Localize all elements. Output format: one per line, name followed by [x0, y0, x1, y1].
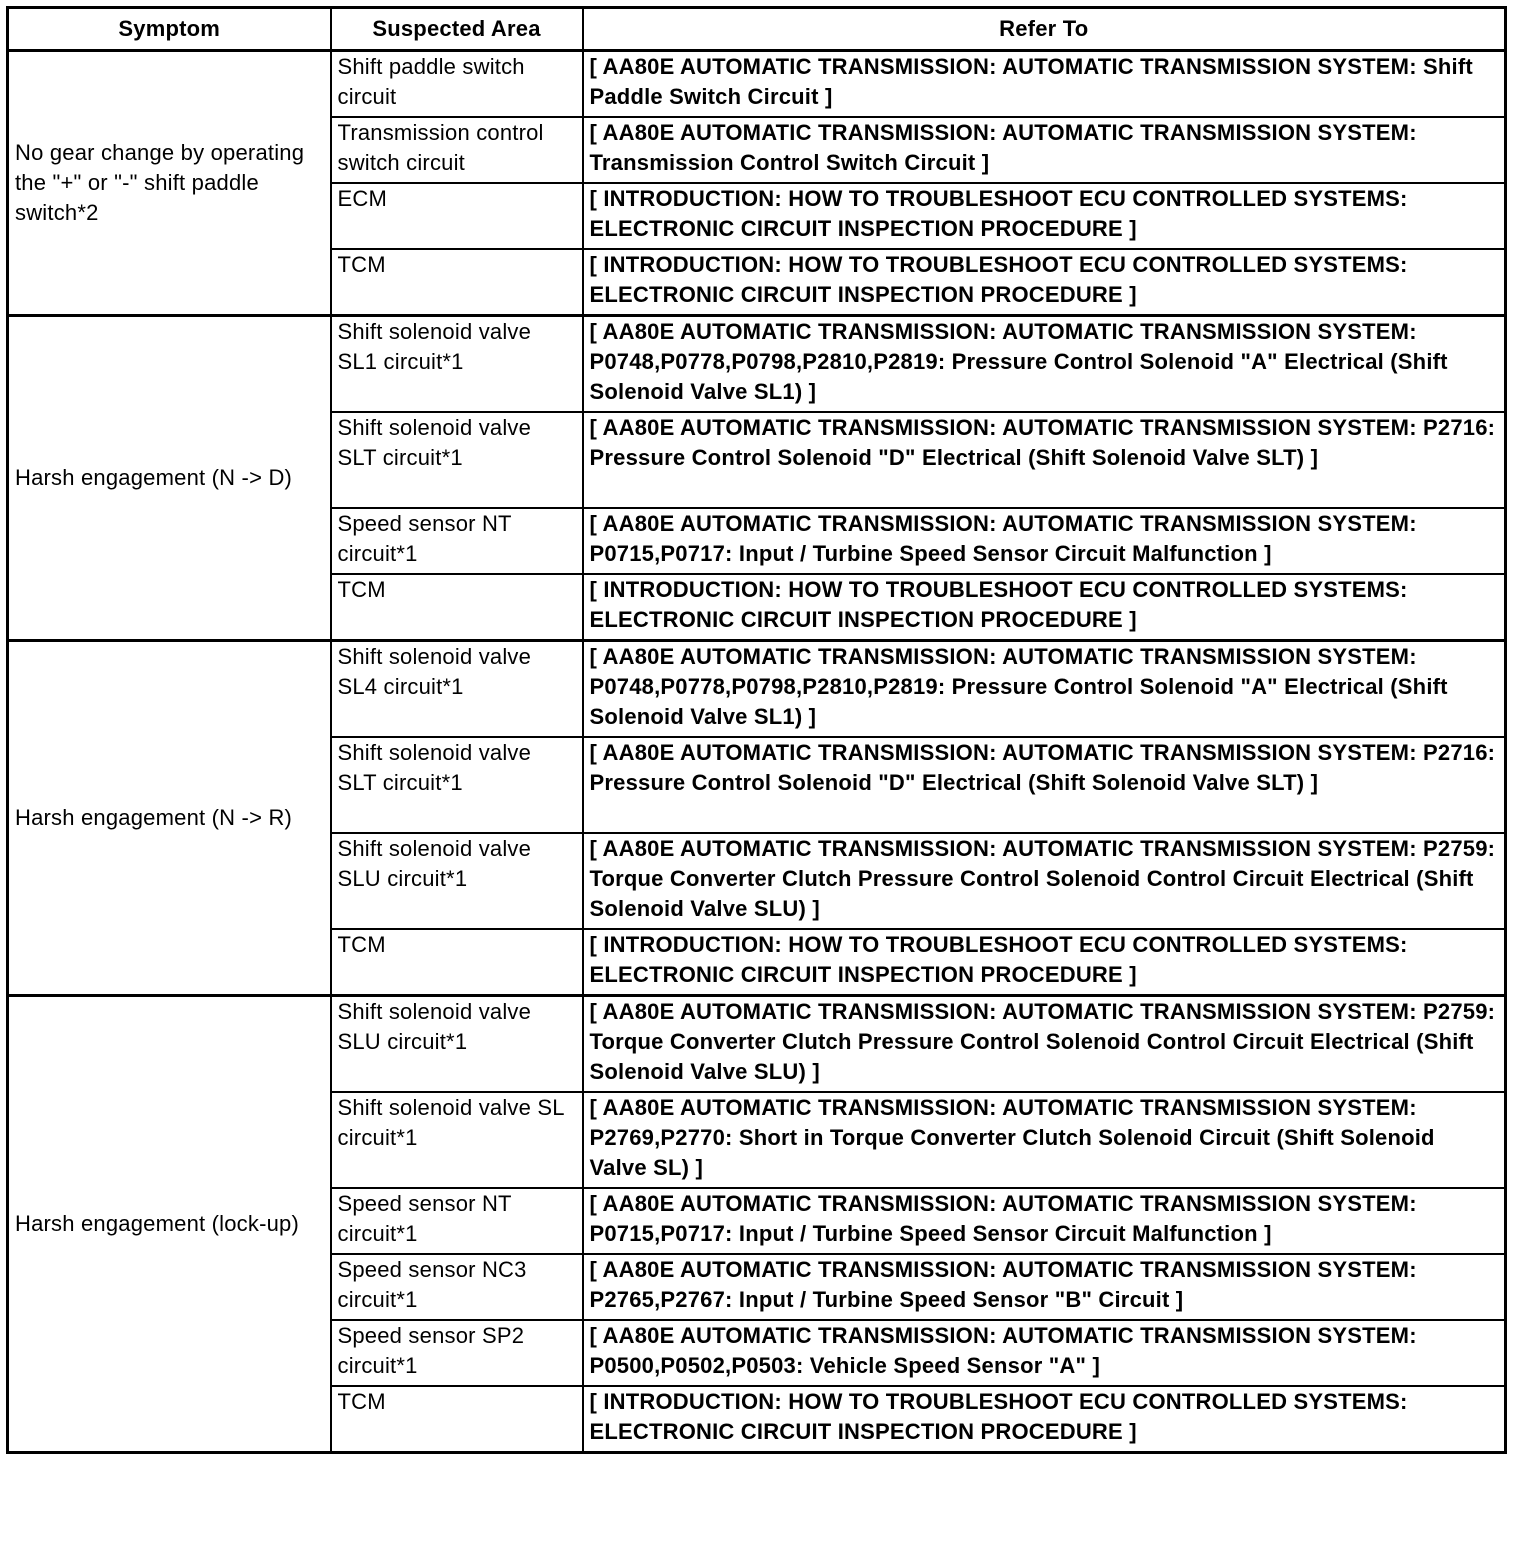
symptom-cell: Harsh engagement (N -> D) — [8, 316, 331, 641]
refer-to-link[interactable]: [ AA80E AUTOMATIC TRANSMISSION: AUTOMATIC TRANSMISSION SYSTEM: P0715,P0717: Input / Turbine Speed Sensor Circuit Malfunction ] — [583, 1188, 1506, 1254]
symptom-cell: Harsh engagement (N -> R) — [8, 641, 331, 996]
symptom-cell: Harsh engagement (lock-up) — [8, 996, 331, 1453]
suspected-area-cell: TCM — [331, 1386, 583, 1453]
refer-to-link[interactable]: [ INTRODUCTION: HOW TO TROUBLESHOOT ECU CONTROLLED SYSTEMS: ELECTRONIC CIRCUIT INSPECTION PROCEDURE ] — [583, 249, 1506, 316]
table-row — [8, 316, 1506, 413]
suspected-area-cell: Shift solenoid valve SL4 circuit*1 — [331, 641, 583, 738]
header-symptom: Symptom — [8, 8, 331, 51]
refer-to-link[interactable]: [ AA80E AUTOMATIC TRANSMISSION: AUTOMATIC TRANSMISSION SYSTEM: Transmission Control Switch Circuit ] — [583, 117, 1506, 183]
table-row — [8, 996, 1506, 1093]
refer-to-link[interactable]: [ INTRODUCTION: HOW TO TROUBLESHOOT ECU CONTROLLED SYSTEMS: ELECTRONIC CIRCUIT INSPECTION PROCEDURE ] — [583, 183, 1506, 249]
suspected-area-cell: TCM — [331, 929, 583, 996]
refer-to-link[interactable]: [ INTRODUCTION: HOW TO TROUBLESHOOT ECU CONTROLLED SYSTEMS: ELECTRONIC CIRCUIT INSPECTION PROCEDURE ] — [583, 1386, 1506, 1453]
table-row — [8, 641, 1506, 738]
suspected-area-cell: TCM — [331, 574, 583, 641]
suspected-area-cell: Speed sensor NT circuit*1 — [331, 1188, 583, 1254]
suspected-area-cell: Speed sensor NT circuit*1 — [331, 508, 583, 574]
header-refer-to: Refer To — [583, 8, 1506, 51]
suspected-area-cell: Speed sensor NC3 circuit*1 — [331, 1254, 583, 1320]
suspected-area-cell: ECM — [331, 183, 583, 249]
suspected-area-cell: Shift solenoid valve SLT circuit*1 — [331, 412, 583, 508]
refer-to-link[interactable]: [ AA80E AUTOMATIC TRANSMISSION: AUTOMATIC TRANSMISSION SYSTEM: P0500,P0502,P0503: Vehicle Speed Sensor "A" ] — [583, 1320, 1506, 1386]
suspected-area-cell: Shift solenoid valve SLT circuit*1 — [331, 737, 583, 833]
suspected-area-cell: TCM — [331, 249, 583, 316]
refer-to-link[interactable]: [ AA80E AUTOMATIC TRANSMISSION: AUTOMATIC TRANSMISSION SYSTEM: P2759: Torque Converter Clutch Pressure Control Solenoid Control Circuit Electrical (Shift Solenoid Valve SLU) ] — [583, 996, 1506, 1093]
suspected-area-cell: Shift solenoid valve SLU circuit*1 — [331, 833, 583, 929]
header-suspected-area: Suspected Area — [331, 8, 583, 51]
table-header-row — [8, 8, 1506, 51]
suspected-area-cell: Shift solenoid valve SL circuit*1 — [331, 1092, 583, 1188]
refer-to-link[interactable]: [ AA80E AUTOMATIC TRANSMISSION: AUTOMATIC TRANSMISSION SYSTEM: Shift Paddle Switch Circuit ] — [583, 51, 1506, 118]
suspected-area-cell: Shift solenoid valve SL1 circuit*1 — [331, 316, 583, 413]
refer-to-link[interactable]: [ AA80E AUTOMATIC TRANSMISSION: AUTOMATIC TRANSMISSION SYSTEM: P2716: Pressure Control Solenoid "D" Electrical (Shift Solenoid Valve SLT) ] — [583, 737, 1506, 833]
refer-to-link[interactable]: [ AA80E AUTOMATIC TRANSMISSION: AUTOMATIC TRANSMISSION SYSTEM: P2716: Pressure Control Solenoid "D" Electrical (Shift Solenoid Valve SLT) ] — [583, 412, 1506, 508]
refer-to-link[interactable]: [ AA80E AUTOMATIC TRANSMISSION: AUTOMATIC TRANSMISSION SYSTEM: P0715,P0717: Input / Turbine Speed Sensor Circuit Malfunction ] — [583, 508, 1506, 574]
symptom-table — [6, 6, 1507, 1454]
suspected-area-cell: Transmission control switch circuit — [331, 117, 583, 183]
refer-to-link[interactable]: [ AA80E AUTOMATIC TRANSMISSION: AUTOMATIC TRANSMISSION SYSTEM: P2769,P2770: Short in Torque Converter Clutch Solenoid Circuit (Shift Solenoid Valve SL) ] — [583, 1092, 1506, 1188]
refer-to-link[interactable]: [ INTRODUCTION: HOW TO TROUBLESHOOT ECU CONTROLLED SYSTEMS: ELECTRONIC CIRCUIT INSPECTION PROCEDURE ] — [583, 574, 1506, 641]
refer-to-link[interactable]: [ INTRODUCTION: HOW TO TROUBLESHOOT ECU CONTROLLED SYSTEMS: ELECTRONIC CIRCUIT INSPECTION PROCEDURE ] — [583, 929, 1506, 996]
refer-to-link[interactable]: [ AA80E AUTOMATIC TRANSMISSION: AUTOMATIC TRANSMISSION SYSTEM: P2759: Torque Converter Clutch Pressure Control Solenoid Control Circuit Electrical (Shift Solenoid Valve SLU) ] — [583, 833, 1506, 929]
suspected-area-cell: Shift paddle switch circuit — [331, 51, 583, 118]
table-row — [8, 51, 1506, 118]
suspected-area-cell: Speed sensor SP2 circuit*1 — [331, 1320, 583, 1386]
refer-to-link[interactable]: [ AA80E AUTOMATIC TRANSMISSION: AUTOMATIC TRANSMISSION SYSTEM: P0748,P0778,P0798,P2810,P2819: Pressure Control Solenoid "A" Electrical (Shift Solenoid Valve SL1) ] — [583, 316, 1506, 413]
refer-to-link[interactable]: [ AA80E AUTOMATIC TRANSMISSION: AUTOMATIC TRANSMISSION SYSTEM: P0748,P0778,P0798,P2810,P2819: Pressure Control Solenoid "A" Electrical (Shift Solenoid Valve SL1) ] — [583, 641, 1506, 738]
suspected-area-cell: Shift solenoid valve SLU circuit*1 — [331, 996, 583, 1093]
symptom-cell: No gear change by operating the "+" or "-" shift paddle switch*2 — [8, 51, 331, 316]
troubleshooting-sheet — [6, 6, 1507, 1454]
refer-to-link[interactable]: [ AA80E AUTOMATIC TRANSMISSION: AUTOMATIC TRANSMISSION SYSTEM: P2765,P2767: Input / Turbine Speed Sensor "B" Circuit ] — [583, 1254, 1506, 1320]
